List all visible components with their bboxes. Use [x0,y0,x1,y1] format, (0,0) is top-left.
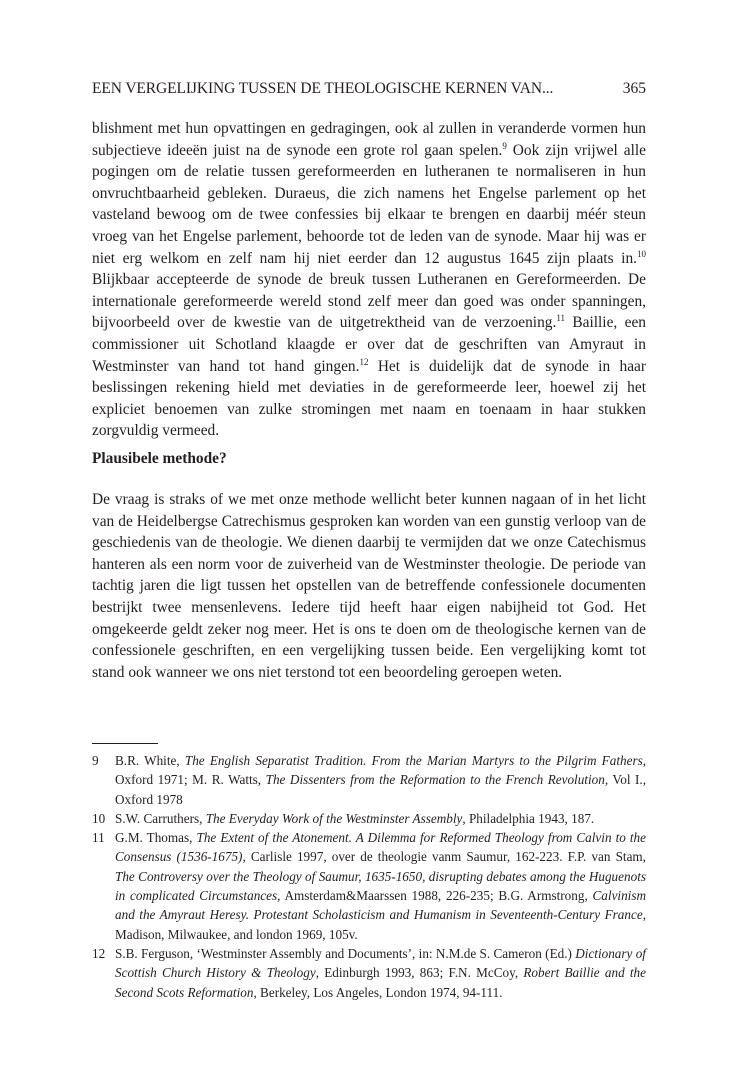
footnote-text: , Philadelphia 1943, 187. [462,810,595,826]
footnotes [92,751,646,1002]
footnote-title: Calvinism and the Amyraut Heresy. Protestant Scholasticism and Humanism in Seventeenth-Century France [115,888,646,923]
running-title: EEN VERGELIJKING TUSSEN DE THEOLOGISCHE KERNEN VAN... [92,80,554,97]
footnote-text: , Amsterdam&Maarssen 1988, 226-235; B.G. Armstrong, [277,888,593,904]
footnote-text: Vol I., Oxford 1978 [115,772,646,807]
page-number: 365 [622,80,646,97]
footnote-text: , Carlisle 1997, over de theologie vanm Saumur, 162-223. F.P. van Stam, [242,849,646,865]
p1-text-a: blishment met hun opvattingen en gedragingen, ook al zullen in veranderde vormen hun subjectieve ideeën juist na de synode een grote rol gaan spelen. [92,120,646,159]
footnote-text: G.M. Thomas, [115,830,197,846]
p1-text-c: Blijkbaar accepteerde de synode de breuk tussen Lutheranen en Gereformeerden. De internationale gereformeerde wereld stond zelf meer dan goed was onder spanningen, bijvoorbeeld over de kwestie van de uitgetrektheid van de verzoening. [92,271,646,332]
p1-text-d: Baillie, een commissioner uit Schotland klaagde er over dat de geschriften van Amyraut in Westminster van hand tot hand gingen. [92,314,647,375]
footnote-title: Robert Baillie and the Second Scots Reformation [115,965,647,1000]
footnote-text: S.B. Ferguson, ‘Westminster Assembly and Documents’, in: N.M.de S. Cameron (Ed.) [115,945,576,961]
p1-text-b: Ook zijn vrijwel alle pogingen om de relatie tussen gereformeerden en lutheranen te normaliseren in hun onvruchtbaarheid gebleken. Duraeus, die zich namens het Engelse parlement op het vasteland bewoog om de twee confessies bij elkaar te brengen en daarbij méér steun vroeg van het Engelse parlement, behoorde tot de leden van de synode. Maar hij was er niet erg welkom en zelf nam hij niet eerder dan 12 augustus 1645 zijn plaats in. [92,141,646,267]
footnote-title: The Everyday Work of the Westminster Assembly [205,810,463,826]
footnote-11 [92,828,646,944]
footnote-separator [92,743,158,744]
footnote-ref-12[interactable]: 12 [359,356,369,367]
footnote-text: , Madison, Milwaukee, and london 1969, 105v. [115,907,646,942]
footnote-text: B.R. White, [115,753,185,768]
footnote-title: The Extent of the Atonement. A Dilemma for Reformed Theology from Calvin to the Consensus (1536-1675) [115,830,646,865]
footnote-title: The Dissenters from the Reformation to the French Revolution, [265,772,609,788]
footnote-9 [92,751,646,809]
p1-text-e: Het is duidelijk dat de synode in haar beslissingen rekening hield met deviaties in de gereformeerde leer, hoewel zij het expliciet benoemen van zulke stromingen met naam en toenaam in haar stukken zorgvuldig vermeed. [92,357,646,440]
footnote-ref-9[interactable]: 9 [502,140,507,151]
footnote-ref-11[interactable]: 11 [556,313,565,324]
section-heading: Plausibele methode? [92,450,227,467]
footnote-number: 11 [92,830,105,846]
footnote-text: , Oxford 1971; M. R. Watts, [115,753,647,788]
footnote-10 [92,809,646,828]
footnote-number: 12 [92,945,106,961]
footnote-12 [92,944,646,1002]
footnote-text: , Edinburgh 1993, 863; F.N. McCoy, [315,965,524,981]
footnote-text: S.W. Carruthers, [115,810,206,826]
footnote-number: 10 [92,810,106,826]
body-paragraph-1 [92,118,646,442]
footnote-title: The Controversy over the Theology of Saumur, 1635-1650, disrupting debates among the Huguenots in complicated Circumstances [115,868,646,904]
footnote-title: The English Separatist Tradition. From the Marian Martyrs to the Pilgrim Fathers [184,753,643,768]
footnote-text: , Berkeley, Los Angeles, London 1974, 94-111. [253,984,503,1000]
footnote-ref-10[interactable]: 10 [637,248,646,259]
body-paragraph-2: De vraag is straks of we met onze methode wellicht beter kunnen nagaan of in het licht van de Heidelbergse Catrechismus gesproken kan worden van een gunstig verloop van de geschiedenis van de theologie. We dienen daarbij te vermijden dat we onze Catechismus hanteren als een norm voor de zuiverheid van de Westminster theologie. De periode van tachtig jaren die ligt tussen het opstellen van de betreffende confessionele documenten bestrijkt twee mensenlevens. Iedere tijd heeft haar eigen nabijheid tot God. Het omgekeerde geldt zeker nog meer. Het is ons te doen om de theologische kernen van de confessionele geschriften, en een vergelijking tussen beide. Een vergelijking komt tot stand ook wanneer we ons niet terstond tot een beoordeling geroepen weten. [92,491,646,681]
footnote-number: 9 [92,753,99,768]
footnote-title: Dictionary of Scottish Church History & Theology [115,945,646,981]
